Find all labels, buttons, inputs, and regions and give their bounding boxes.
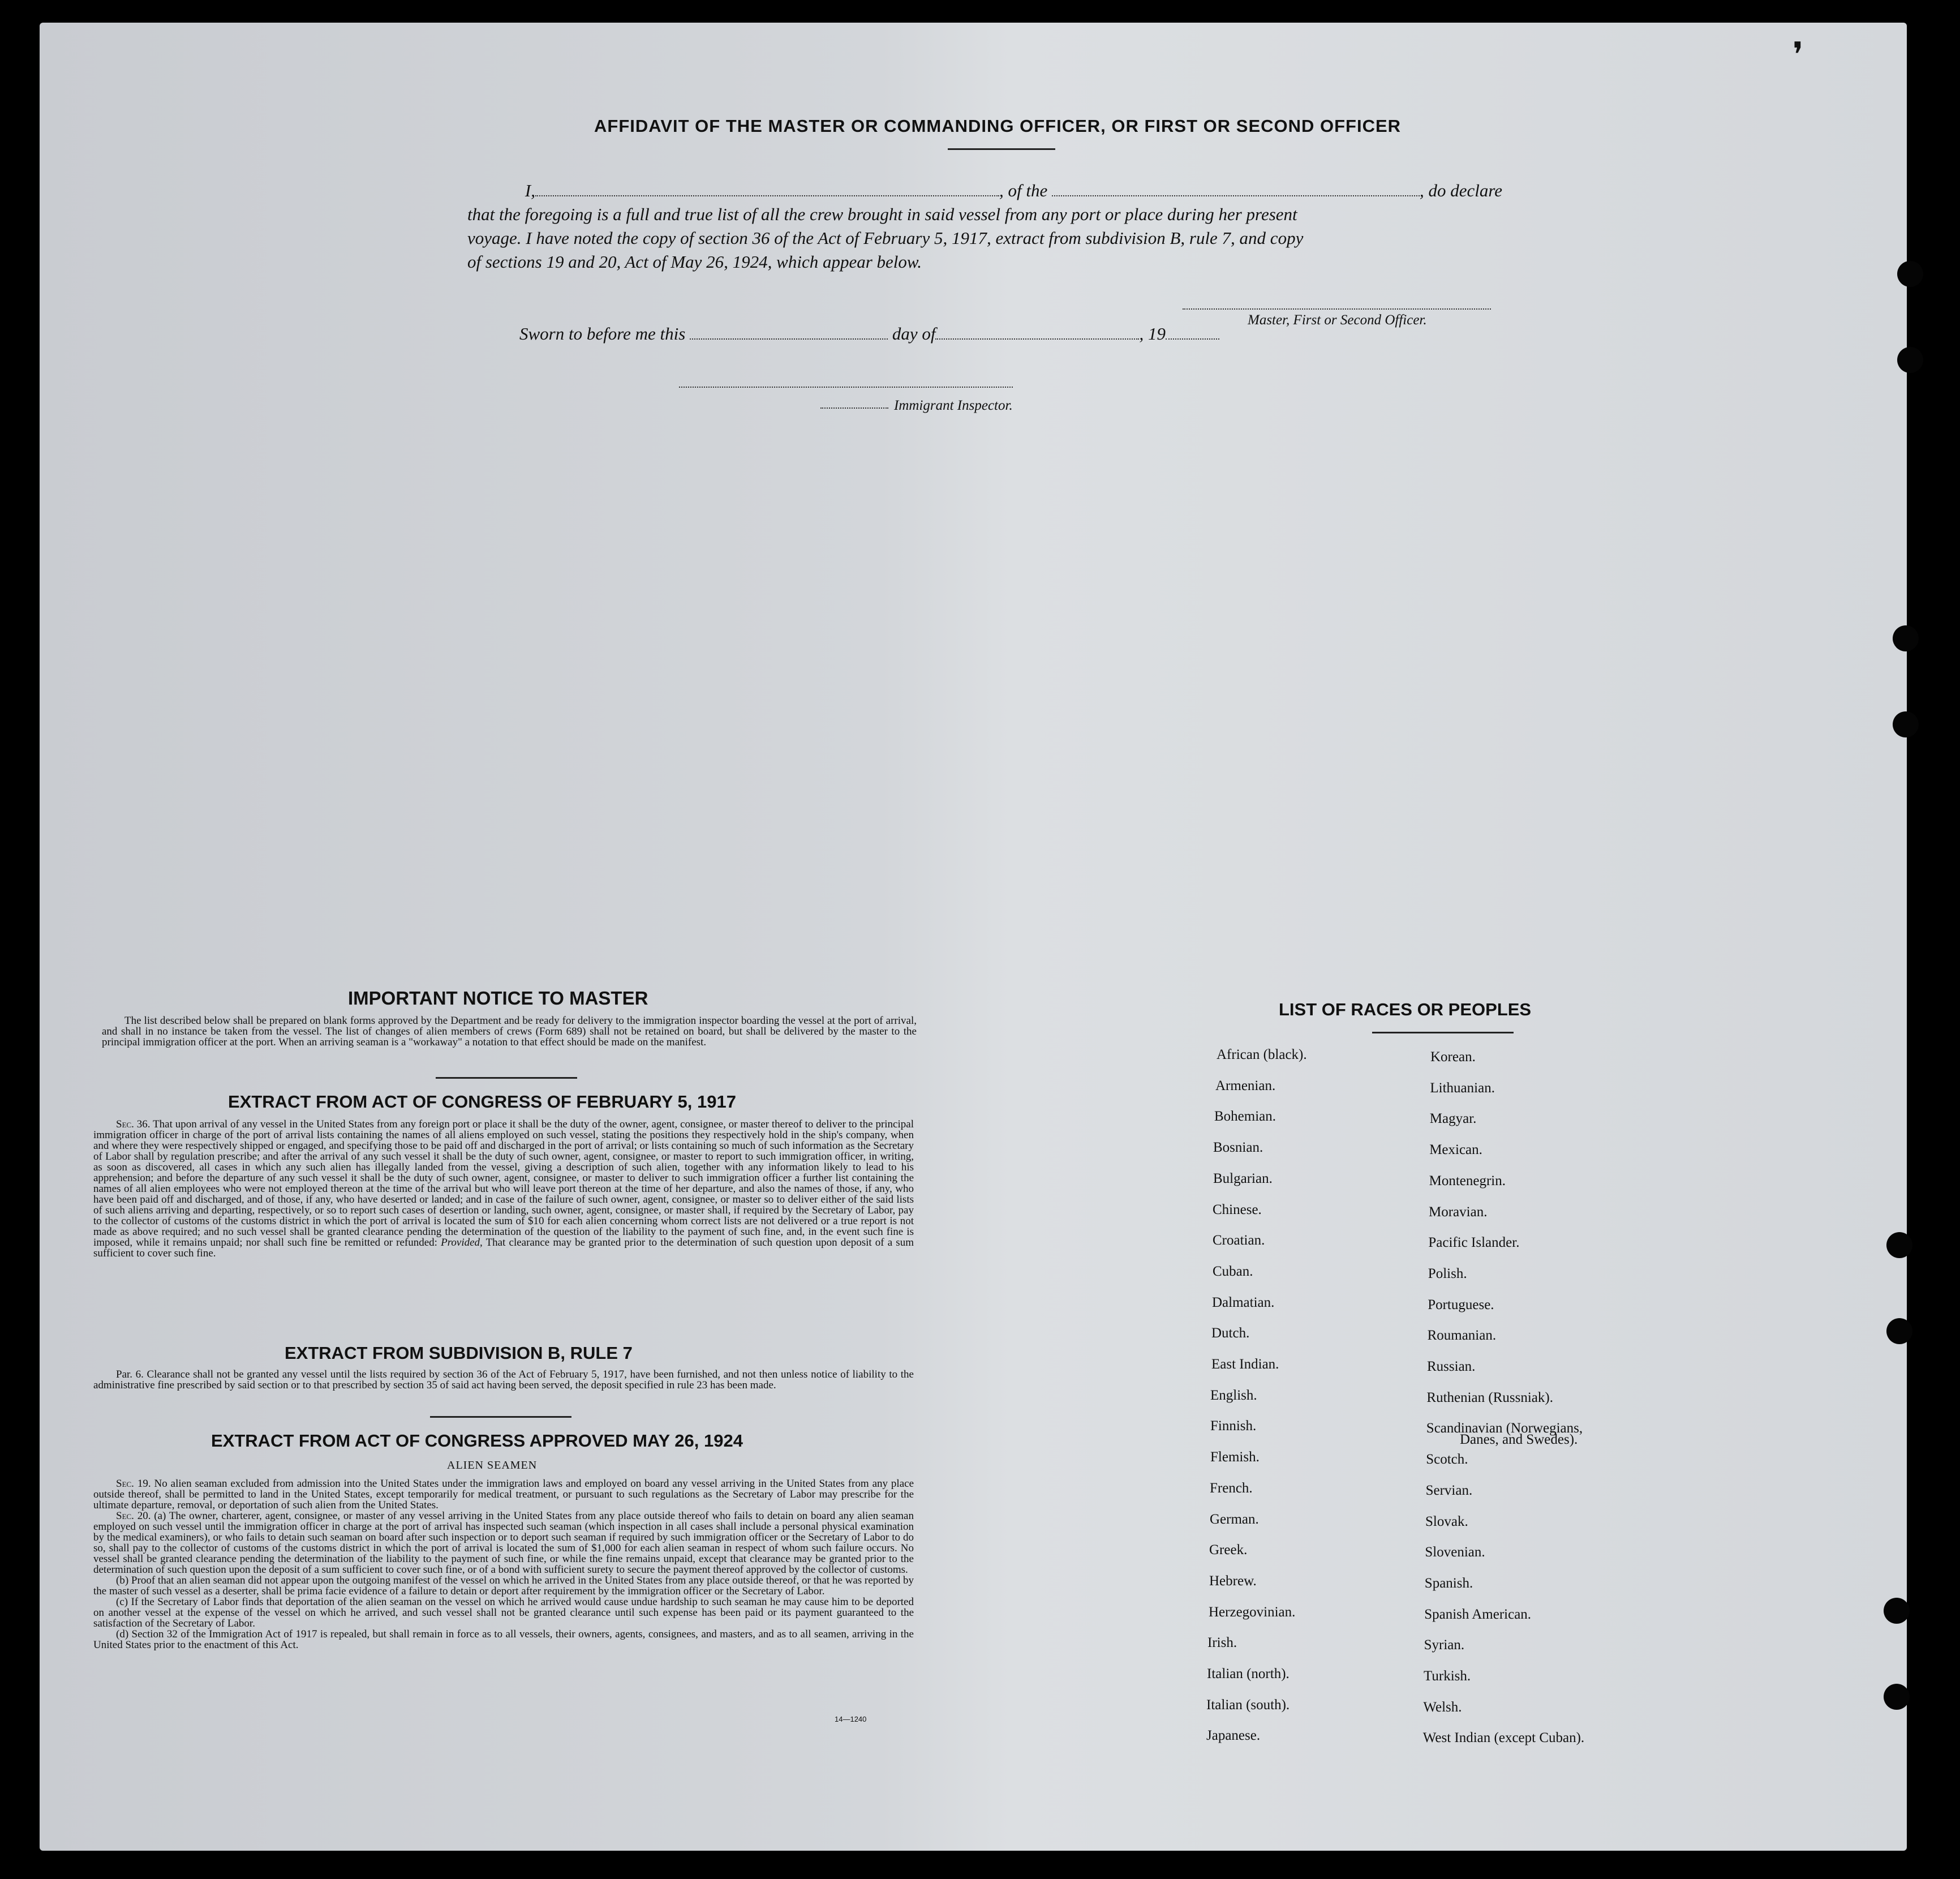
notice-divider [436, 1077, 577, 1079]
inspector-label: Immigrant Inspector. [894, 398, 1013, 413]
binder-hole [1886, 1318, 1912, 1344]
master-label: Master, First or Second Officer. [1248, 312, 1427, 328]
master-signature-line[interactable] [1183, 308, 1491, 310]
rule-7-paragraph: Par. 6. Clearance shall not be granted any vessel until the lists required by section 36 of the Act of February 5, 1917, have been furnished, and not then unless notice of liability to the administrative fine prescribed by said section or to that prescribed by section 35 of said act having been served, the deposit specified in rule 23 has been made. [93, 1369, 914, 1391]
extract-1917-title: EXTRACT FROM ACT OF CONGRESS OF FEBRUARY 5, 1917 [228, 1092, 736, 1112]
sworn-line [519, 324, 1219, 344]
proviso-word: Provided, [441, 1237, 483, 1249]
race-item: Magyar. [1429, 1111, 1477, 1127]
sworn-year-field[interactable] [1166, 338, 1219, 340]
section-19-label: Sec. 19. [116, 1478, 151, 1490]
race-item: Croatian. [1213, 1233, 1265, 1249]
affidavit-line-4: of sections 19 and 20, Act of May 26, 1924, which appear below. [467, 252, 922, 272]
races-title: LIST OF RACES OR PEOPLES [1279, 999, 1532, 1019]
race-item: Russian. [1427, 1359, 1476, 1374]
affidavit-i: I, [525, 181, 535, 200]
affidavit-declare: , do declare [1420, 181, 1503, 200]
race-item: Spanish. [1424, 1575, 1473, 1591]
race-item: Montenegrin. [1429, 1173, 1506, 1189]
race-item: Chinese. [1213, 1202, 1262, 1217]
race-item: English. [1210, 1387, 1257, 1403]
race-item: Italian (north). [1207, 1666, 1290, 1681]
affidavit-line-3: voyage. I have noted the copy of section 36 of the Act of February 5, 1917, extract from subdivision B, rule 7, and copy [467, 228, 1304, 248]
race-item: Armenian. [1215, 1078, 1276, 1093]
race-item: West Indian (except Cuban). [1422, 1730, 1585, 1746]
proviso-text: That clearance may be granted prior to the determination of such question upon deposit of a sum sufficient to cover such fine. [93, 1237, 914, 1259]
race-item: Flemish. [1210, 1449, 1260, 1465]
form-number: 14—1240 [835, 1715, 867, 1723]
races-title-underline [1372, 1032, 1514, 1033]
race-item: Turkish. [1424, 1668, 1471, 1684]
section-20a-text: (a) The owner, charterer, agent, consignee, or master of any vessel arriving in the United States from any place outside thereof who fails to detain on board any alien seaman employed on such vessel until the immigration officer in charge at the port of arrival has inspected such seaman (which inspection in all cases shall include a personal physical examination by the medical examiners), or who fails to detain such seaman on board after such inspection or to deport such seaman if required by such immigration officer or the Secretary of Labor to do so, shall pay to the collector of customs of the customs district in which the port of arrival is located the sum of $1,000 for each alien seaman in respect of whom such failure occurs. No vessel shall be granted clearance pending the determination of the liability to the payment of such fine, or while the fine remains unpaid, except that clearance may be granted prior to the determination of such question upon the deposit of a sum sufficient to cover such fine, or of a bond with sufficient surety to secure the payment thereof approved by the collector of customs. [93, 1510, 914, 1576]
section-36-text: That upon arrival of any vessel in the United States from any foreign port or place it shall be the duty of the owner, agent, consignee, or master thereof to deliver to the principal immigration officer in charge of the port of arrival lists containing the names of all aliens employed on such vessel, stating the positions they respectively hold in the ship's company, when and where they were respectively shipped or engaged, and specifying those to be paid off and discharged in the port of arrival; or lists containing so much of such information as the Secretary of Labor shall by regulation prescribe; and after the arrival of any such vessel it shall be the duty of such owner, agent, consignee, or master to report to such immigration officer, in writing, as soon as discovered, all cases in which any such alien has illegally landed from the vessel, giving a description of such alien, together with any information likely to lead to his apprehension; and before the departure of any such vessel it shall be the duty of such owner, agent, consignee, or master to deliver to such immigration officer a further list containing the names of all alien employees who were not employed thereon at the time of the arrival but who will leave port thereon at the time of her departure, and also the names of those, if any, who have been paid off and discharged, and of those, if any, who have deserted or landed; and in case of the failure of such owner, agent, consignee, or master so to deliver either of the said lists of such aliens arriving and departing, respectively, or so to report such cases of desertion or landing, such owner, agent, consignee, or master shall, if required by the Secretary of Labor, pay to the collector of customs of the customs district in which the port of arrival is located the sum of $10 for each alien concerning whom correct lists are not delivered or a true report is not made as above required; and no such vessel shall be granted clearance pending the determination of the question of the liability to the payment of such fine, and, in the event such fine is imposed, while it remains unpaid; nor shall such fine be remitted or refunded: [93, 1118, 914, 1249]
rule-7-body [93, 1369, 914, 1391]
race-item: Portuguese. [1428, 1297, 1494, 1312]
extract-1924-title: EXTRACT FROM ACT OF CONGRESS APPROVED MAY 26, 1924 [211, 1431, 743, 1451]
corner-mark-glyph: ❜ [1793, 35, 1804, 75]
extract-1924-body [93, 1478, 914, 1650]
binder-hole [1893, 625, 1919, 651]
sworn-day-of: day of [892, 324, 936, 344]
race-item: Scandinavian (Norwegians, [1426, 1421, 1583, 1436]
race-item: Welsh. [1423, 1699, 1462, 1715]
race-item: Dalmatian. [1212, 1294, 1275, 1310]
section-19-text: No alien seaman excluded from admission into the United States under the immigration laws and employed on board any vessel arriving in the United States from any place outside thereof, shall be permitted to land in the United States, except temporarily for medical treatment, or pursuant to such regulations as the Secretary of Labor may prescribe for the ultimate departure, removal, or deportation of such alien from the United States. [93, 1478, 914, 1511]
race-item: Pacific Islander. [1428, 1235, 1520, 1251]
race-item: Italian (south). [1206, 1697, 1290, 1713]
race-item: Korean. [1430, 1049, 1476, 1065]
race-item: Moravian. [1429, 1204, 1488, 1220]
inspector-prefix-line [820, 407, 888, 409]
race-item: Irish. [1207, 1635, 1237, 1651]
race-item: French. [1210, 1480, 1253, 1496]
race-item: Ruthenian (Russniak). [1426, 1389, 1553, 1405]
race-item: Lithuanian. [1430, 1080, 1495, 1096]
notice-paragraph: The list described below shall be prepared on blank forms approved by the Department and be ready for delivery to the immigration inspector boarding the vessel at the port of arrival, and shall in no instance be taken from the vessel. The list of changes of alien members of crews (Form 689) shall not be retained on board, but shall be delivered by the master to the principal immigration officer at the port. When an arriving seaman is a "workaway" a notation to that effect should be made on the manifest. [102, 1015, 917, 1048]
race-item: Hebrew. [1209, 1573, 1257, 1589]
race-item: Scotch. [1426, 1452, 1468, 1468]
race-item: African (black). [1217, 1047, 1307, 1062]
affidavit-line-2: that the foregoing is a full and true list of all the crew brought in said vessel from any port or place during her present [467, 204, 1297, 224]
race-item: Greek. [1209, 1542, 1248, 1558]
binder-hole [1897, 347, 1923, 373]
binder-hole [1884, 1598, 1910, 1624]
section-19-paragraph [93, 1478, 914, 1511]
notice-title: IMPORTANT NOTICE TO MASTER [348, 988, 648, 1009]
affidavit-body [467, 179, 1531, 274]
extract-1917-body [93, 1119, 914, 1259]
race-item: Dutch. [1211, 1325, 1250, 1341]
affidavit-line-1 [467, 179, 1531, 203]
notice-body [102, 1015, 917, 1048]
binder-hole [1884, 1684, 1910, 1710]
inspector-signature-line[interactable] [679, 387, 1013, 388]
race-item: Bulgarian. [1213, 1170, 1273, 1186]
race-item: Roumanian. [1427, 1328, 1497, 1344]
race-item: German. [1210, 1511, 1259, 1527]
section-20-label: Sec. 20. [116, 1510, 151, 1522]
master-name-field[interactable] [535, 195, 999, 196]
sworn-text: Sworn to before me this [519, 324, 686, 344]
vessel-name-field[interactable] [1052, 195, 1420, 196]
race-item: Servian. [1425, 1482, 1473, 1498]
affidavit-title: AFFIDAVIT OF THE MASTER OR COMMANDING OFFICER, OR FIRST OR SECOND OFFICER [594, 116, 1402, 136]
section-20b-paragraph: (b) Proof that an alien seaman did not appear upon the outgoing manifest of the vessel on which he arrived in the United States from any place outside thereof, or that he was reported by the master of such vessel as a deserter, shall be prima facie evidence of a failure to detain or deport after requirement by the immigration officer or the Secretary of Labor. [93, 1575, 914, 1597]
race-item: Slovak. [1425, 1513, 1468, 1529]
section-20d-paragraph: (d) Section 32 of the Immigration Act of 1917 is repealed, but shall remain in force as to all vessels, their owners, agents, consignees, and masters, and as to all seamen, arriving in the United States prior to the enactment of this Act. [93, 1628, 914, 1651]
race-item: Spanish American. [1424, 1606, 1532, 1622]
section-20a-paragraph [93, 1511, 914, 1575]
section-36-label: Sec. 36. [116, 1118, 151, 1130]
extract-1917-paragraph [93, 1119, 914, 1259]
race-item: Japanese. [1206, 1728, 1261, 1744]
race-item: Finnish. [1210, 1418, 1257, 1434]
rule-7-divider [430, 1416, 571, 1418]
race-item: Polish. [1428, 1265, 1467, 1281]
race-item: Cuban. [1213, 1263, 1253, 1279]
binder-hole [1886, 1232, 1912, 1258]
sworn-day-field[interactable] [690, 338, 888, 340]
race-item: Bosnian. [1213, 1140, 1263, 1156]
race-item: Bohemian. [1214, 1109, 1276, 1125]
title-underline [948, 148, 1055, 150]
binder-hole [1897, 261, 1923, 287]
race-item: East Indian. [1211, 1357, 1279, 1372]
race-item: Slovenian. [1425, 1545, 1485, 1560]
race-item: Herzegovinian. [1209, 1604, 1296, 1620]
alien-seamen-subtitle: ALIEN SEAMEN [447, 1459, 538, 1472]
race-item: Mexican. [1429, 1142, 1482, 1158]
section-20c-paragraph: (c) If the Secretary of Labor finds that deportation of the alien seaman on the vessel on which he arrived would cause undue hardship to such seaman he may cause him to be deported on another vessel at the expense of the vessel on which he arrived, and such vessel shall not be granted clearance until such expense has been paid or its payment guaranteed to the satisfaction of the Secretary of Labor. [93, 1596, 914, 1629]
affidavit-of-the: , of the [999, 181, 1048, 200]
race-item: Syrian. [1424, 1637, 1465, 1653]
rule-7-title: EXTRACT FROM SUBDIVISION B, RULE 7 [285, 1343, 633, 1363]
binder-hole [1893, 711, 1919, 737]
sworn-month-field[interactable] [935, 338, 1139, 340]
sworn-year-prefix: , 19 [1139, 324, 1166, 344]
race-item-scandinavian-cont: Danes, and Swedes). [1460, 1432, 1578, 1447]
